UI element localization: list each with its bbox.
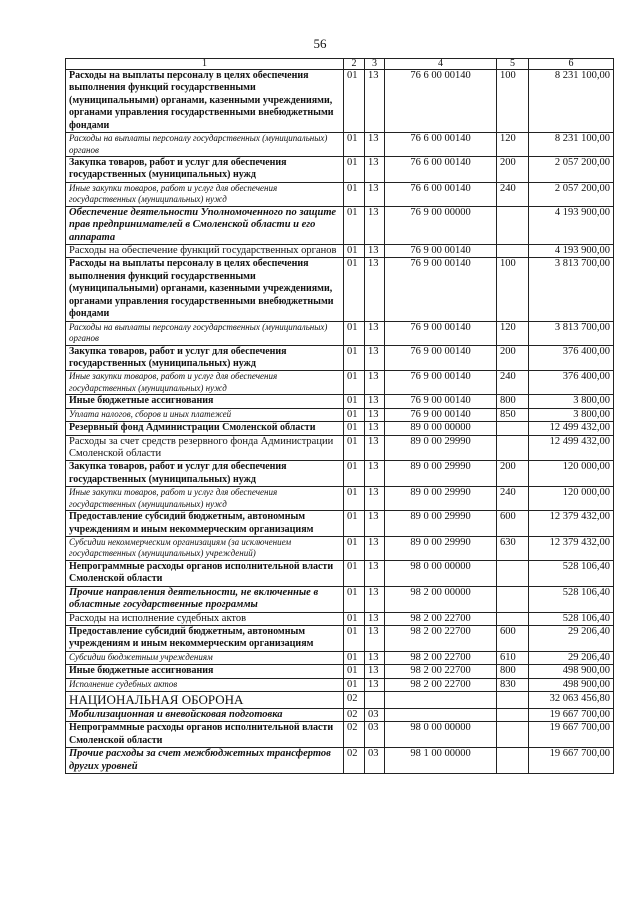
target-article-cell: 76 9 00 00140 [385,245,497,258]
row-name-cell: Мобилизационная и вневойсковая подготовка [66,709,344,722]
expense-type-cell [497,612,529,625]
amount-cell: 3 800,00 [529,408,614,421]
row-name-cell: Расходы на выплаты персоналу государственных (муниципальных) органов [66,133,344,157]
subsection-cell: 03 [365,722,385,748]
row-name-cell: Расходы на обеспечение функций государственных органов [66,245,344,258]
header-col-3: 3 [365,59,385,70]
header-col-2: 2 [344,59,365,70]
amount-cell: 3 800,00 [529,395,614,408]
table-row [66,408,614,421]
amount-cell: 12 379 432,00 [529,511,614,537]
subsection-cell: 13 [365,560,385,586]
expense-type-cell [497,422,529,435]
table-row [66,133,614,157]
amount-cell: 528 106,40 [529,586,614,612]
expense-type-cell: 610 [497,651,529,664]
table-row [66,511,614,537]
table-row [66,345,614,371]
subsection-cell: 13 [365,395,385,408]
section-cell: 01 [344,157,365,183]
expense-type-cell [497,722,529,748]
subsection-cell: 13 [365,511,385,537]
target-article-cell: 89 0 00 29990 [385,536,497,560]
target-article-cell: 76 9 00 00140 [385,345,497,371]
subsection-cell: 13 [365,258,385,321]
subsection-cell: 13 [365,206,385,244]
amount-cell: 2 057 200,00 [529,182,614,206]
amount-cell: 4 193 900,00 [529,245,614,258]
expense-type-cell: 120 [497,133,529,157]
row-name-cell: Субсидии некоммерческим организациям (за исключением государственных (муниципальных) учреждений) [66,536,344,560]
page-number: 56 [313,36,327,51]
subsection-cell: 13 [365,245,385,258]
row-name-cell: Предоставление субсидий бюджетным, автономным учреждениям и иным некоммерческим организациям [66,511,344,537]
expense-type-cell: 600 [497,511,529,537]
row-name-cell: Непрограммные расходы органов исполнительной власти Смоленской области [66,560,344,586]
expense-type-cell: 830 [497,678,529,691]
row-name-cell: Обеспечение деятельности Уполномоченного по защите прав предпринимателей в Смоленской области и его аппарата [66,206,344,244]
target-article-cell [385,692,497,709]
subsection-cell: 13 [365,651,385,664]
amount-cell: 19 667 700,00 [529,722,614,748]
expense-type-cell: 850 [497,408,529,421]
amount-cell: 12 499 432,00 [529,435,614,461]
table-row [66,678,614,691]
expense-type-cell [497,748,529,774]
amount-cell: 120 000,00 [529,487,614,511]
table-row [66,182,614,206]
target-article-cell: 76 6 00 00140 [385,157,497,183]
section-cell: 01 [344,487,365,511]
row-name-cell: Непрограммные расходы органов исполнительной власти Смоленской области [66,722,344,748]
section-cell: 01 [344,560,365,586]
expense-type-cell: 240 [497,487,529,511]
amount-cell: 29 206,40 [529,626,614,652]
section-cell: 01 [344,70,365,133]
expense-type-cell: 800 [497,665,529,678]
target-article-cell: 76 9 00 00000 [385,206,497,244]
table-row [66,371,614,395]
amount-cell: 2 057 200,00 [529,157,614,183]
section-cell: 01 [344,371,365,395]
section-cell: 01 [344,586,365,612]
expense-type-cell: 100 [497,70,529,133]
row-name-cell: Расходы за счет средств резервного фонда Администрации Смоленской области [66,435,344,461]
section-cell: 01 [344,408,365,421]
row-name-cell: Расходы на выплаты персоналу в целях обеспечения выполнения функций государственными (муниципальными) органами, казенными учреждениями, органами управления государственными внебюджетными фондами [66,70,344,133]
subsection-cell: 13 [365,536,385,560]
subsection-cell [365,692,385,709]
row-name-cell: Расходы на выплаты персоналу в целях обеспечения выполнения функций государственными (муниципальными) органами, казенными учреждениями, органами управления государственными внебюджетными фондами [66,258,344,321]
amount-cell: 12 499 432,00 [529,422,614,435]
target-article-cell: 98 0 00 00000 [385,722,497,748]
subsection-cell: 13 [365,133,385,157]
target-article-cell: 98 2 00 22700 [385,626,497,652]
amount-cell: 120 000,00 [529,461,614,487]
target-article-cell: 76 9 00 00140 [385,258,497,321]
subsection-cell: 13 [365,321,385,345]
table-row [66,709,614,722]
row-name-cell: Прочие направления деятельности, не включенные в областные государственные программы [66,586,344,612]
subsection-cell: 13 [365,435,385,461]
expense-type-cell: 240 [497,371,529,395]
table-row [66,245,614,258]
expense-type-cell: 120 [497,321,529,345]
target-article-cell: 76 9 00 00140 [385,371,497,395]
target-article-cell: 89 0 00 29990 [385,511,497,537]
target-article-cell: 98 2 00 22700 [385,651,497,664]
amount-cell: 32 063 456,80 [529,692,614,709]
target-article-cell: 98 2 00 22700 [385,665,497,678]
amount-cell: 19 667 700,00 [529,748,614,774]
subsection-cell: 13 [365,487,385,511]
subsection-cell: 13 [365,408,385,421]
amount-cell: 498 900,00 [529,678,614,691]
expense-type-cell: 600 [497,626,529,652]
section-cell: 01 [344,678,365,691]
subsection-cell: 13 [365,612,385,625]
table-row [66,612,614,625]
subsection-cell: 03 [365,748,385,774]
amount-cell: 3 813 700,00 [529,321,614,345]
section-cell: 01 [344,511,365,537]
section-cell: 01 [344,422,365,435]
header-col-5: 5 [497,59,529,70]
table-row [66,586,614,612]
budget-table [65,58,614,774]
section-cell: 01 [344,182,365,206]
table-row [66,665,614,678]
subsection-cell: 13 [365,70,385,133]
target-article-cell: 98 0 00 00000 [385,560,497,586]
subsection-cell: 13 [365,157,385,183]
subsection-cell: 13 [365,665,385,678]
target-article-cell: 98 2 00 22700 [385,678,497,691]
expense-type-cell: 800 [497,395,529,408]
target-article-cell: 76 6 00 00140 [385,182,497,206]
row-name-cell: Прочие расходы за счет межбюджетных трансфертов других уровней [66,748,344,774]
row-name-cell: Иные закупки товаров, работ и услуг для обеспечения государственных (муниципальных) нужд [66,487,344,511]
target-article-cell: 76 9 00 00140 [385,321,497,345]
section-cell: 01 [344,133,365,157]
subsection-cell: 03 [365,709,385,722]
amount-cell: 29 206,40 [529,651,614,664]
amount-cell: 3 813 700,00 [529,258,614,321]
amount-cell: 498 900,00 [529,665,614,678]
table-row [66,722,614,748]
table-row [66,422,614,435]
row-name-cell: Иные закупки товаров, работ и услуг для обеспечения государственных (муниципальных) нужд [66,371,344,395]
row-name-cell: Иные бюджетные ассигнования [66,665,344,678]
section-cell: 02 [344,709,365,722]
target-article-cell [385,709,497,722]
row-name-cell: Исполнение судебных актов [66,678,344,691]
expense-type-cell [497,586,529,612]
target-article-cell: 76 9 00 00140 [385,395,497,408]
expense-type-cell [497,435,529,461]
section-cell: 01 [344,536,365,560]
section-cell: 01 [344,206,365,244]
section-cell: 02 [344,748,365,774]
row-name-cell: Закупка товаров, работ и услуг для обеспечения государственных (муниципальных) нужд [66,345,344,371]
table-row [66,157,614,183]
subsection-cell: 13 [365,461,385,487]
target-article-cell: 76 9 00 00140 [385,408,497,421]
expense-type-cell [497,692,529,709]
row-name-cell: Иные бюджетные ассигнования [66,395,344,408]
amount-cell: 376 400,00 [529,345,614,371]
expense-type-cell: 200 [497,461,529,487]
section-cell: 01 [344,258,365,321]
section-cell: 01 [344,245,365,258]
table-row [66,692,614,709]
expense-type-cell [497,245,529,258]
expense-type-cell: 240 [497,182,529,206]
section-cell: 02 [344,722,365,748]
target-article-cell: 98 1 00 00000 [385,748,497,774]
subsection-cell: 13 [365,422,385,435]
header-col-1: 1 [66,59,344,70]
header-col-6: 6 [529,59,614,70]
expense-type-cell: 200 [497,157,529,183]
subsection-cell: 13 [365,371,385,395]
table-row [66,321,614,345]
row-name-cell: Иные закупки товаров, работ и услуг для обеспечения государственных (муниципальных) нужд [66,182,344,206]
row-name-cell: Закупка товаров, работ и услуг для обеспечения государственных (муниципальных) нужд [66,157,344,183]
section-cell: 01 [344,435,365,461]
amount-cell: 12 379 432,00 [529,536,614,560]
amount-cell: 8 231 100,00 [529,70,614,133]
subsection-cell: 13 [365,586,385,612]
amount-cell: 528 106,40 [529,612,614,625]
table-row [66,626,614,652]
target-article-cell: 98 2 00 00000 [385,586,497,612]
row-name-cell: Субсидии бюджетным учреждениям [66,651,344,664]
target-article-cell: 89 0 00 29990 [385,487,497,511]
table-row [66,560,614,586]
row-name-cell: Резервный фонд Администрации Смоленской области [66,422,344,435]
target-article-cell: 98 2 00 22700 [385,612,497,625]
expense-type-cell [497,560,529,586]
table-header-row [66,59,614,70]
section-cell: 01 [344,665,365,678]
row-name-cell: Расходы на исполнение судебных актов [66,612,344,625]
row-name-cell: Предоставление субсидий бюджетным, автономным учреждениям и иным некоммерческим организациям [66,626,344,652]
target-article-cell: 76 6 00 00140 [385,70,497,133]
target-article-cell: 89 0 00 00000 [385,422,497,435]
table-row [66,536,614,560]
expense-type-cell: 630 [497,536,529,560]
table-row [66,748,614,774]
row-name-cell: Закупка товаров, работ и услуг для обеспечения государственных (муниципальных) нужд [66,461,344,487]
amount-cell: 19 667 700,00 [529,709,614,722]
section-cell: 01 [344,321,365,345]
section-cell: 01 [344,461,365,487]
amount-cell: 528 106,40 [529,560,614,586]
table-row [66,206,614,244]
section-cell: 01 [344,345,365,371]
expense-type-cell: 100 [497,258,529,321]
row-name-cell: Уплата налогов, сборов и иных платежей [66,408,344,421]
table-row [66,461,614,487]
section-cell: 01 [344,651,365,664]
amount-cell: 4 193 900,00 [529,206,614,244]
row-name-cell: НАЦИОНАЛЬНАЯ ОБОРОНА [66,692,344,709]
table-row [66,395,614,408]
section-cell: 02 [344,692,365,709]
subsection-cell: 13 [365,678,385,691]
table-row [66,435,614,461]
amount-cell: 8 231 100,00 [529,133,614,157]
header-col-4: 4 [385,59,497,70]
table-row [66,487,614,511]
target-article-cell: 76 6 00 00140 [385,133,497,157]
expense-type-cell: 200 [497,345,529,371]
amount-cell: 376 400,00 [529,371,614,395]
expense-type-cell [497,709,529,722]
table-row [66,651,614,664]
table-row [66,70,614,133]
subsection-cell: 13 [365,182,385,206]
target-article-cell: 89 0 00 29990 [385,461,497,487]
table-body [66,70,614,774]
table-row [66,258,614,321]
target-article-cell: 89 0 00 29990 [385,435,497,461]
section-cell: 01 [344,626,365,652]
row-name-cell: Расходы на выплаты персоналу государственных (муниципальных) органов [66,321,344,345]
subsection-cell: 13 [365,345,385,371]
expense-type-cell [497,206,529,244]
section-cell: 01 [344,395,365,408]
section-cell: 01 [344,612,365,625]
subsection-cell: 13 [365,626,385,652]
